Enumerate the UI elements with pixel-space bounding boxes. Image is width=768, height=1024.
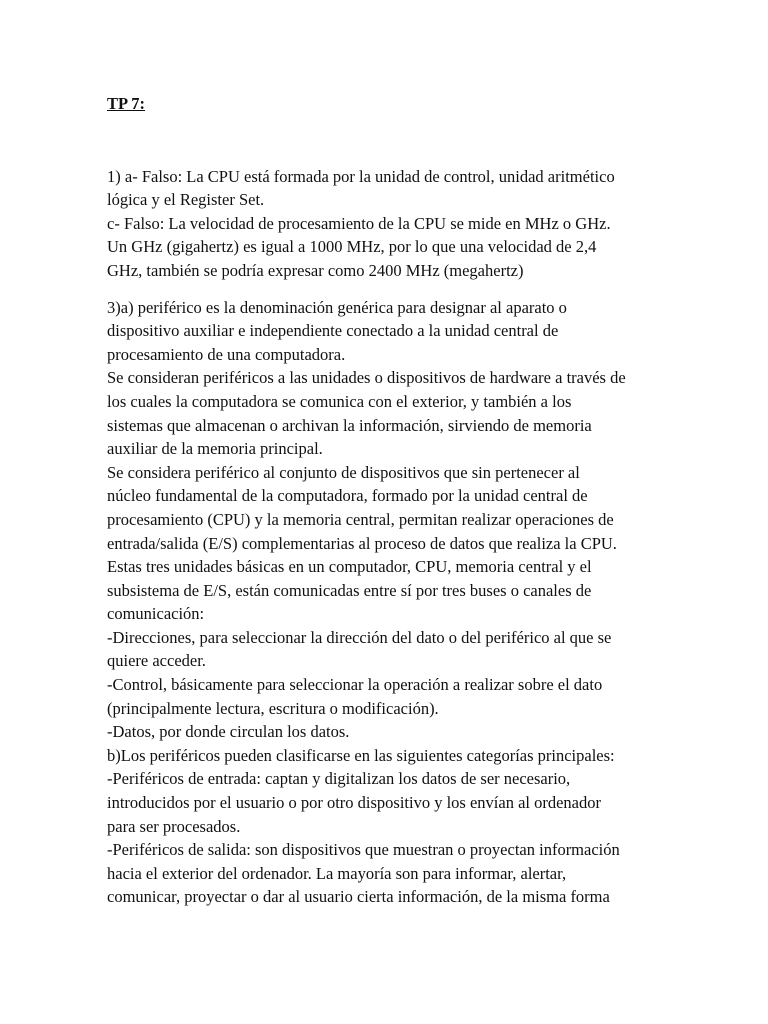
text-line: -Datos, por donde circulan los datos. bbox=[107, 722, 350, 742]
text-line: subsistema de E/S, están comunicadas entre sí por tres buses o canales de bbox=[107, 580, 592, 600]
text-line: quiere acceder. bbox=[107, 651, 206, 671]
text-line: -Periféricos de salida: son dispositivos que muestran o proyectan información bbox=[107, 840, 620, 860]
text-line: introducidos por el usuario o por otro dispositivo y los envían al ordenador bbox=[107, 793, 602, 813]
section-3-paragraph bbox=[107, 296, 667, 909]
document-body bbox=[107, 92, 667, 909]
text-line: núcleo fundamental de la computadora, formado por la unidad central de bbox=[107, 486, 588, 506]
text-line: sistemas que almacenan o archivan la información, sirviendo de memoria bbox=[107, 415, 592, 435]
text-line: hacia el exterior del ordenador. La mayoría son para informar, alertar, bbox=[107, 863, 567, 883]
text-line: comunicación: bbox=[107, 604, 205, 624]
text-line: 3)a) periférico es la denominación genérica para designar al aparato o bbox=[107, 297, 567, 317]
text-line: c- Falso: La velocidad de procesamiento de la CPU se mide en MHz o GHz. bbox=[107, 213, 611, 233]
text-line: para ser procesados. bbox=[107, 816, 241, 836]
text-line: dispositivo auxiliar e independiente conectado a la unidad central de bbox=[107, 321, 559, 341]
text-line: -Periféricos de entrada: captan y digitalizan los datos de ser necesario, bbox=[107, 769, 571, 789]
text-line: -Control, básicamente para seleccionar la operación a realizar sobre el dato bbox=[107, 675, 603, 695]
text-line: procesamiento de una computadora. bbox=[107, 344, 346, 364]
section-1-paragraph bbox=[107, 165, 667, 283]
document-title: TP 7: bbox=[107, 94, 146, 113]
text-line: Un GHz (gigahertz) es igual a 1000 MHz, por lo que una velocidad de 2,4 bbox=[107, 237, 597, 257]
text-line: entrada/salida (E/S) complementarias al proceso de datos que realiza la CPU. bbox=[107, 533, 617, 553]
text-line: (principalmente lectura, escritura o modificación). bbox=[107, 698, 439, 718]
text-line: GHz, también se podría expresar como 2400 MHz (megahertz) bbox=[107, 260, 524, 280]
text-line: procesamiento (CPU) y la memoria central, permitan realizar operaciones de bbox=[107, 509, 614, 529]
text-line: Se consideran periféricos a las unidades o dispositivos de hardware a través de bbox=[107, 368, 626, 388]
text-line: comunicar, proyectar o dar al usuario cierta información, de la misma forma bbox=[107, 887, 610, 907]
text-line: lógica y el Register Set. bbox=[107, 190, 265, 210]
section-1-answers bbox=[107, 165, 667, 283]
text-line: Se considera periférico al conjunto de dispositivos que sin pertenecer al bbox=[107, 462, 580, 482]
text-line: b)Los periféricos pueden clasificarse en las siguientes categorías principales: bbox=[107, 745, 615, 765]
text-line: Estas tres unidades básicas en un computador, CPU, memoria central y el bbox=[107, 557, 592, 577]
text-line: los cuales la computadora se comunica con el exterior, y también a los bbox=[107, 391, 572, 411]
text-line: 1) a- Falso: La CPU está formada por la unidad de control, unidad aritmético bbox=[107, 166, 615, 186]
text-line: auxiliar de la memoria principal. bbox=[107, 439, 323, 459]
section-3-answers bbox=[107, 296, 667, 909]
text-line: -Direcciones, para seleccionar la dirección del dato o del periférico al que se bbox=[107, 627, 612, 647]
